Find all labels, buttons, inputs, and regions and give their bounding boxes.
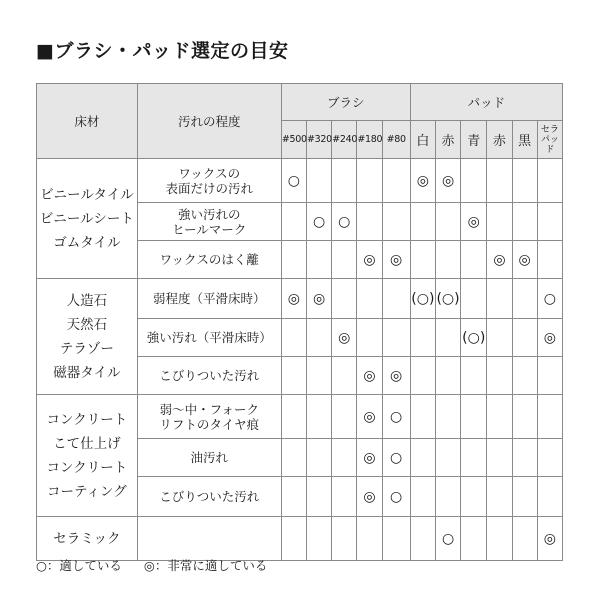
dirt-level-cell: ワックスのはく離 — [137, 241, 281, 279]
header-dirt: 汚れの程度 — [137, 84, 281, 159]
suitability-mark — [487, 395, 512, 439]
suitability-mark: ◎ — [357, 395, 382, 439]
suitability-mark: ◎ — [537, 319, 562, 357]
suitability-mark — [332, 357, 357, 395]
suitability-mark: ○ — [332, 203, 357, 241]
suitability-mark: (○) — [410, 279, 435, 319]
brush-grit-500: #500 — [281, 121, 306, 159]
suitability-mark — [382, 159, 410, 203]
suitability-mark: ◎ — [461, 203, 487, 241]
suitability-mark — [332, 439, 357, 477]
suitability-mark — [537, 357, 562, 395]
brush-grit-320: #320 — [307, 121, 332, 159]
suitability-mark — [332, 395, 357, 439]
dirt-level-cell: 強い汚れの ヒールマーク — [137, 203, 281, 241]
pad-ceramic: セラ パッド — [537, 121, 562, 159]
floor-material-cell: ビニールタイル ビニールシート ゴムタイル — [37, 159, 138, 279]
suitability-mark — [435, 203, 460, 241]
suitability-mark — [307, 517, 332, 561]
suitability-mark — [461, 395, 487, 439]
suitability-mark — [332, 517, 357, 561]
suitability-mark — [357, 319, 382, 357]
dirt-level-cell: 油汚れ — [137, 439, 281, 477]
suitability-mark — [512, 357, 537, 395]
suitability-mark — [435, 395, 460, 439]
suitability-mark: ◎ — [487, 241, 512, 279]
suitability-mark — [435, 319, 460, 357]
suitability-mark — [487, 203, 512, 241]
suitability-mark: ◎ — [512, 241, 537, 279]
suitability-mark — [435, 477, 460, 517]
suitability-mark: ◎ — [307, 279, 332, 319]
suitability-mark — [307, 241, 332, 279]
suitability-mark — [461, 439, 487, 477]
suitability-mark — [461, 357, 487, 395]
suitability-mark — [537, 159, 562, 203]
selection-guide-table — [36, 83, 563, 561]
brush-grit-240: #240 — [332, 121, 357, 159]
suitability-mark — [281, 241, 306, 279]
header-brush: ブラシ — [281, 84, 410, 121]
suitability-mark — [512, 203, 537, 241]
legend — [36, 556, 267, 574]
suitability-mark — [512, 439, 537, 477]
suitability-mark — [435, 357, 460, 395]
suitability-mark — [307, 357, 332, 395]
suitability-mark — [332, 241, 357, 279]
floor-material-cell: セラミック — [37, 517, 138, 561]
suitability-mark — [332, 279, 357, 319]
suitability-mark — [281, 477, 306, 517]
header-floor: 床材 — [37, 84, 138, 159]
suitability-mark — [410, 203, 435, 241]
suitability-mark — [487, 477, 512, 517]
suitability-mark — [357, 517, 382, 561]
suitability-mark: ◎ — [382, 241, 410, 279]
suitability-mark: ◎ — [357, 477, 382, 517]
suitability-mark: ○ — [382, 395, 410, 439]
floor-material-cell: コンクリート こて仕上げ コンクリート コーティング — [37, 395, 138, 517]
suitability-mark: ○ — [281, 159, 306, 203]
suitability-mark — [435, 439, 460, 477]
suitability-mark — [512, 395, 537, 439]
brush-grit-180: #180 — [357, 121, 382, 159]
table-row — [37, 517, 563, 561]
header-pad: パッド — [410, 84, 562, 121]
suitability-mark — [487, 517, 512, 561]
suitability-mark — [382, 319, 410, 357]
suitability-mark — [537, 439, 562, 477]
pad-red: 赤 — [435, 121, 460, 159]
suitability-mark — [537, 477, 562, 517]
suitability-mark — [512, 159, 537, 203]
suitability-mark — [461, 517, 487, 561]
dirt-level-cell: こびりついた汚れ — [137, 477, 281, 517]
legend-very-suitable: ◎：非常に適している — [143, 558, 268, 573]
dirt-level-cell: 強い汚れ（平滑床時） — [137, 319, 281, 357]
suitability-mark: ◎ — [357, 439, 382, 477]
suitability-mark — [487, 439, 512, 477]
floor-material-cell: 人造石 天然石 テラゾー 磁器タイル — [37, 279, 138, 395]
dirt-level-cell — [137, 517, 281, 561]
dirt-level-cell: こびりついた汚れ — [137, 357, 281, 395]
dirt-level-cell: 弱程度（平滑床時） — [137, 279, 281, 319]
pad-black: 黒 — [512, 121, 537, 159]
suitability-mark — [410, 477, 435, 517]
brush-grit-80: #80 — [382, 121, 410, 159]
suitability-mark: ◎ — [382, 357, 410, 395]
suitability-mark — [512, 279, 537, 319]
suitability-mark — [512, 517, 537, 561]
suitability-mark: ○ — [537, 279, 562, 319]
suitability-mark — [332, 159, 357, 203]
suitability-mark — [281, 439, 306, 477]
suitability-mark: (○) — [435, 279, 460, 319]
legend-suitable: ○：適している — [36, 558, 122, 573]
dirt-level-cell: ワックスの 表面だけの汚れ — [137, 159, 281, 203]
suitability-mark — [512, 477, 537, 517]
dirt-level-cell: 弱～中・フォーク リフトのタイヤ痕 — [137, 395, 281, 439]
suitability-mark — [410, 517, 435, 561]
suitability-mark — [537, 203, 562, 241]
suitability-mark: (○) — [461, 319, 487, 357]
suitability-mark — [281, 517, 306, 561]
suitability-mark: ○ — [435, 517, 460, 561]
suitability-mark: ◎ — [281, 279, 306, 319]
suitability-mark — [357, 279, 382, 319]
suitability-mark — [487, 357, 512, 395]
suitability-mark — [382, 517, 410, 561]
suitability-mark — [461, 159, 487, 203]
suitability-mark — [435, 241, 460, 279]
suitability-mark — [461, 279, 487, 319]
suitability-mark — [461, 241, 487, 279]
suitability-mark — [382, 279, 410, 319]
suitability-mark — [410, 241, 435, 279]
suitability-mark: ◎ — [357, 241, 382, 279]
suitability-mark — [487, 319, 512, 357]
suitability-mark — [382, 203, 410, 241]
page-title: ■ブラシ・パッド選定の目安 — [36, 40, 289, 62]
suitability-mark — [357, 159, 382, 203]
table-row — [37, 395, 563, 439]
suitability-mark — [410, 357, 435, 395]
suitability-mark — [357, 203, 382, 241]
suitability-mark — [512, 319, 537, 357]
suitability-mark: ○ — [382, 477, 410, 517]
suitability-mark — [410, 395, 435, 439]
pad-red-2: 赤 — [487, 121, 512, 159]
suitability-mark: ◎ — [410, 159, 435, 203]
table-row — [37, 159, 563, 203]
suitability-mark — [537, 395, 562, 439]
suitability-mark — [307, 159, 332, 203]
suitability-mark — [281, 319, 306, 357]
suitability-mark — [281, 357, 306, 395]
suitability-mark — [461, 477, 487, 517]
suitability-mark: ○ — [307, 203, 332, 241]
suitability-mark: ◎ — [435, 159, 460, 203]
suitability-mark — [281, 395, 306, 439]
suitability-mark — [281, 203, 306, 241]
suitability-mark: ○ — [382, 439, 410, 477]
suitability-mark — [332, 477, 357, 517]
suitability-mark — [307, 395, 332, 439]
suitability-mark — [307, 477, 332, 517]
suitability-mark — [487, 279, 512, 319]
suitability-mark — [307, 439, 332, 477]
suitability-mark — [487, 159, 512, 203]
suitability-mark — [410, 319, 435, 357]
pad-blue: 青 — [461, 121, 487, 159]
suitability-mark — [410, 439, 435, 477]
table-row — [37, 279, 563, 319]
suitability-mark — [307, 319, 332, 357]
suitability-mark: ◎ — [332, 319, 357, 357]
suitability-mark: ◎ — [357, 357, 382, 395]
suitability-mark — [537, 241, 562, 279]
pad-white: 白 — [410, 121, 435, 159]
suitability-mark: ◎ — [537, 517, 562, 561]
